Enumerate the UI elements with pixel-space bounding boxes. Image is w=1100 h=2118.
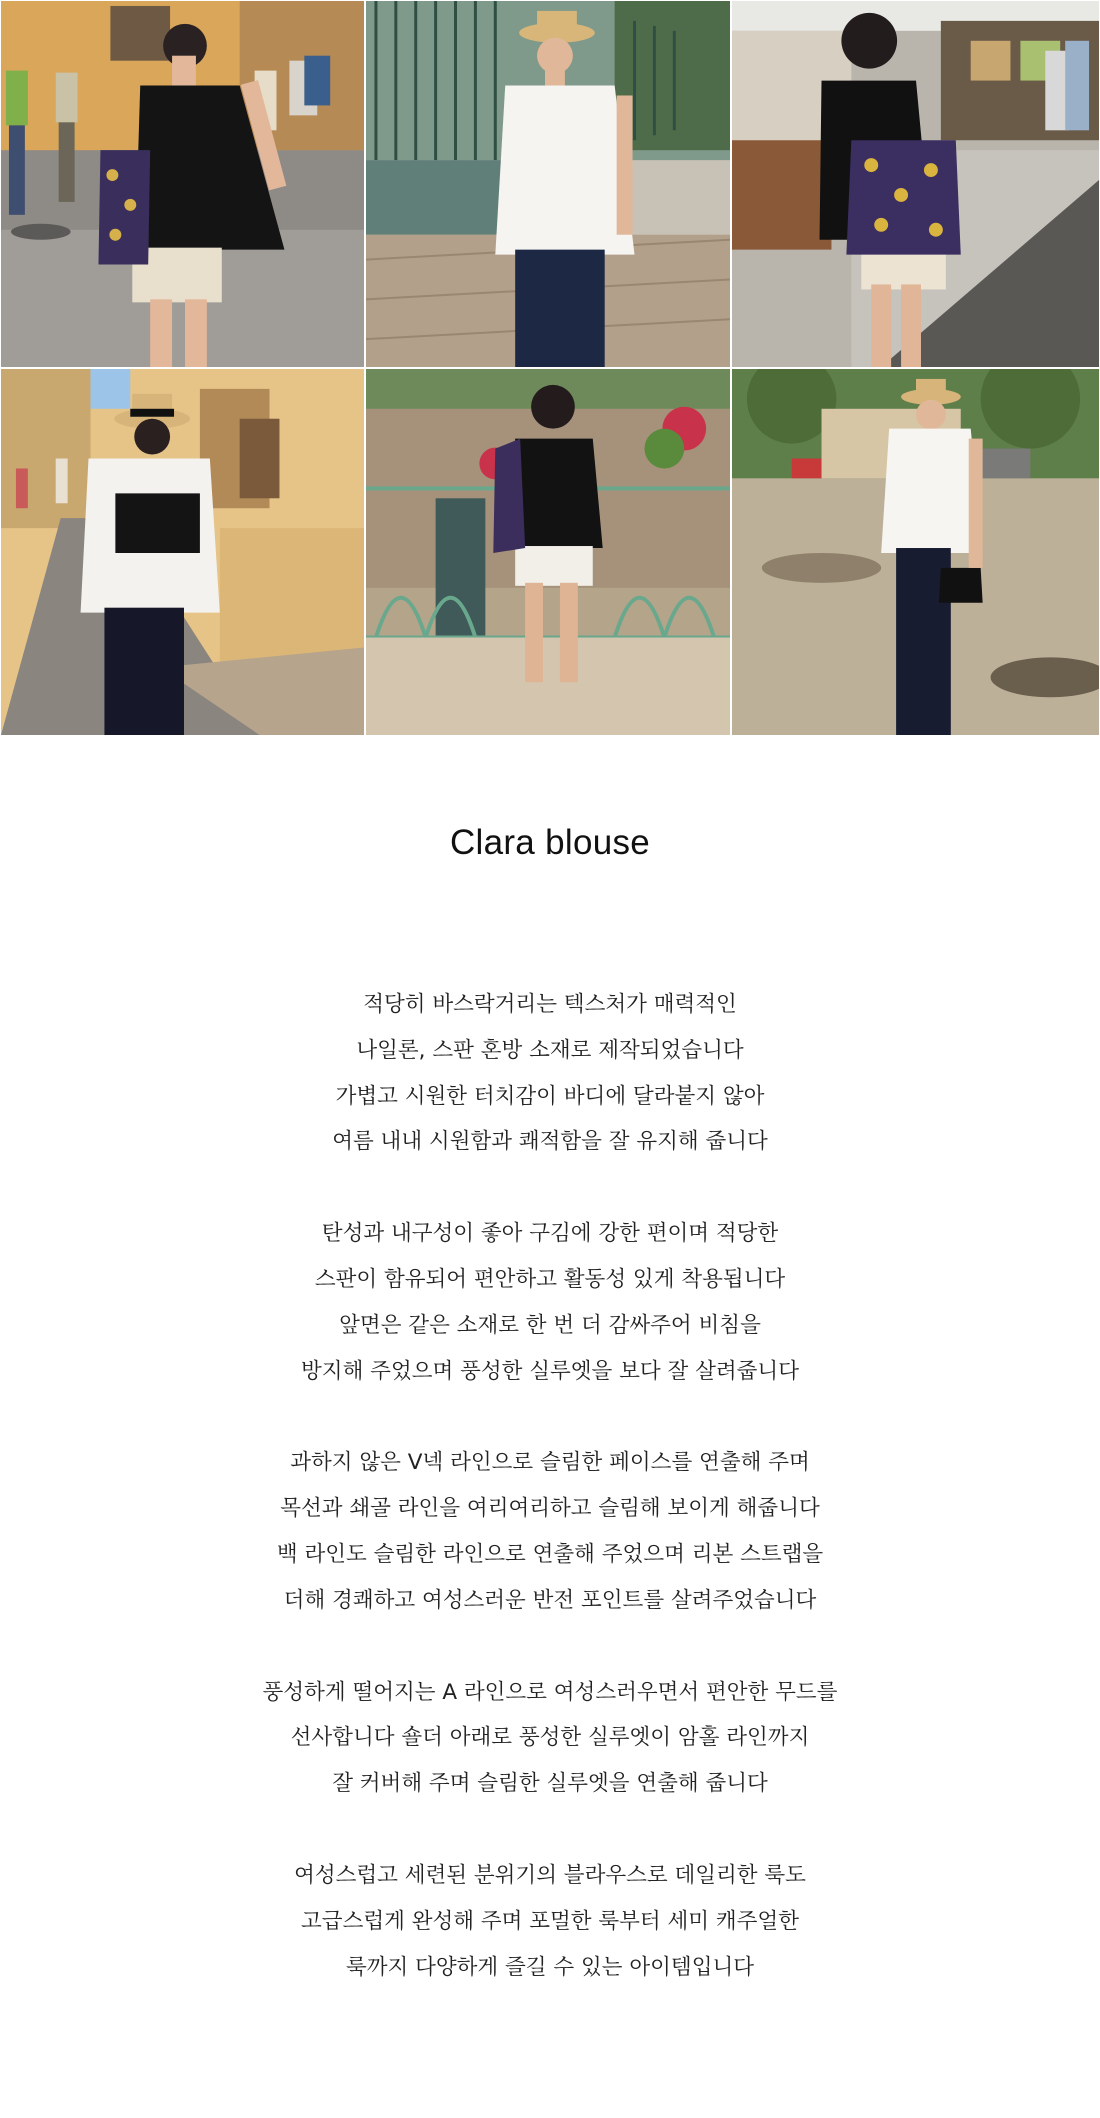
description-line: 나일론, 스판 혼방 소재로 제작되었습니다	[356, 1037, 744, 1063]
description-line: 선사합니다 숄더 아래로 풍성한 실루엣이 암홀 라인까지	[290, 1725, 810, 1751]
description-line: 방지해 주었으며 풍성한 실루엣을 보다 잘 살려줍니다	[301, 1358, 799, 1384]
description-paragraph	[0, 1211, 1100, 1394]
photo-gallery	[0, 0, 1100, 736]
photo-alley-white-blouse-back	[0, 368, 365, 736]
description-line: 적당히 바스락거리는 텍스처가 매력적인	[363, 992, 737, 1017]
photo-green-gate-black-blouse	[365, 368, 731, 736]
description-line: 여름 내내 시원함과 쾌적함을 잘 유지해 줍니다	[332, 1129, 768, 1155]
description-paragraph	[0, 1440, 1100, 1623]
photo-plaza-white-blouse	[731, 368, 1100, 736]
description-line: 여성스럽고 세련된 분위기의 블라우스로 데일리한 룩도	[294, 1862, 806, 1888]
description-line: 앞면은 같은 소재로 한 번 더 감싸주어 비침을	[339, 1312, 761, 1338]
description-line: 백 라인도 슬림한 라인으로 연출해 주었으며 리본 스트랩을	[276, 1541, 824, 1567]
photo-market-black-blouse-back	[731, 0, 1100, 368]
description-line: 가볍고 시원한 터치감이 바디에 달라붙지 않아	[335, 1083, 765, 1109]
description-line: 목선과 쇄골 라인을 여리여리하고 슬림해 보이게 해줍니다	[280, 1496, 820, 1522]
description-paragraph	[0, 982, 1100, 1165]
description-paragraph	[0, 1670, 1100, 1807]
description-line: 풍성하게 떨어지는 A 라인으로 여성스러우면서 편안한 무드를	[262, 1679, 838, 1705]
photo-street-black-blouse	[0, 0, 365, 368]
description-line: 잘 커버해 주며 슬림한 실루엣을 연출해 줍니다	[332, 1771, 768, 1797]
description-line: 탄성과 내구성이 좋아 구김에 강한 편이며 적당한	[321, 1221, 779, 1247]
description-paragraph	[0, 1853, 1100, 1990]
description-line: 과하지 않은 V넥 라인으로 슬림한 페이스를 연출해 주며	[290, 1450, 810, 1476]
product-title: Clara blouse	[449, 823, 651, 862]
description-line: 스판이 함유되어 편안하고 활동성 있게 착용됩니다	[314, 1266, 786, 1292]
photo-gate-white-blouse	[365, 0, 731, 368]
description-line: 더해 경쾌하고 여성스러운 반전 포인트를 살려주었습니다	[283, 1587, 817, 1613]
description-line: 고급스럽게 완성해 주며 포멀한 룩부터 세미 캐주얼한	[301, 1908, 799, 1934]
description-line: 룩까지 다양하게 즐길 수 있는 아이템입니다	[345, 1954, 754, 1980]
product-description	[0, 982, 1100, 2036]
